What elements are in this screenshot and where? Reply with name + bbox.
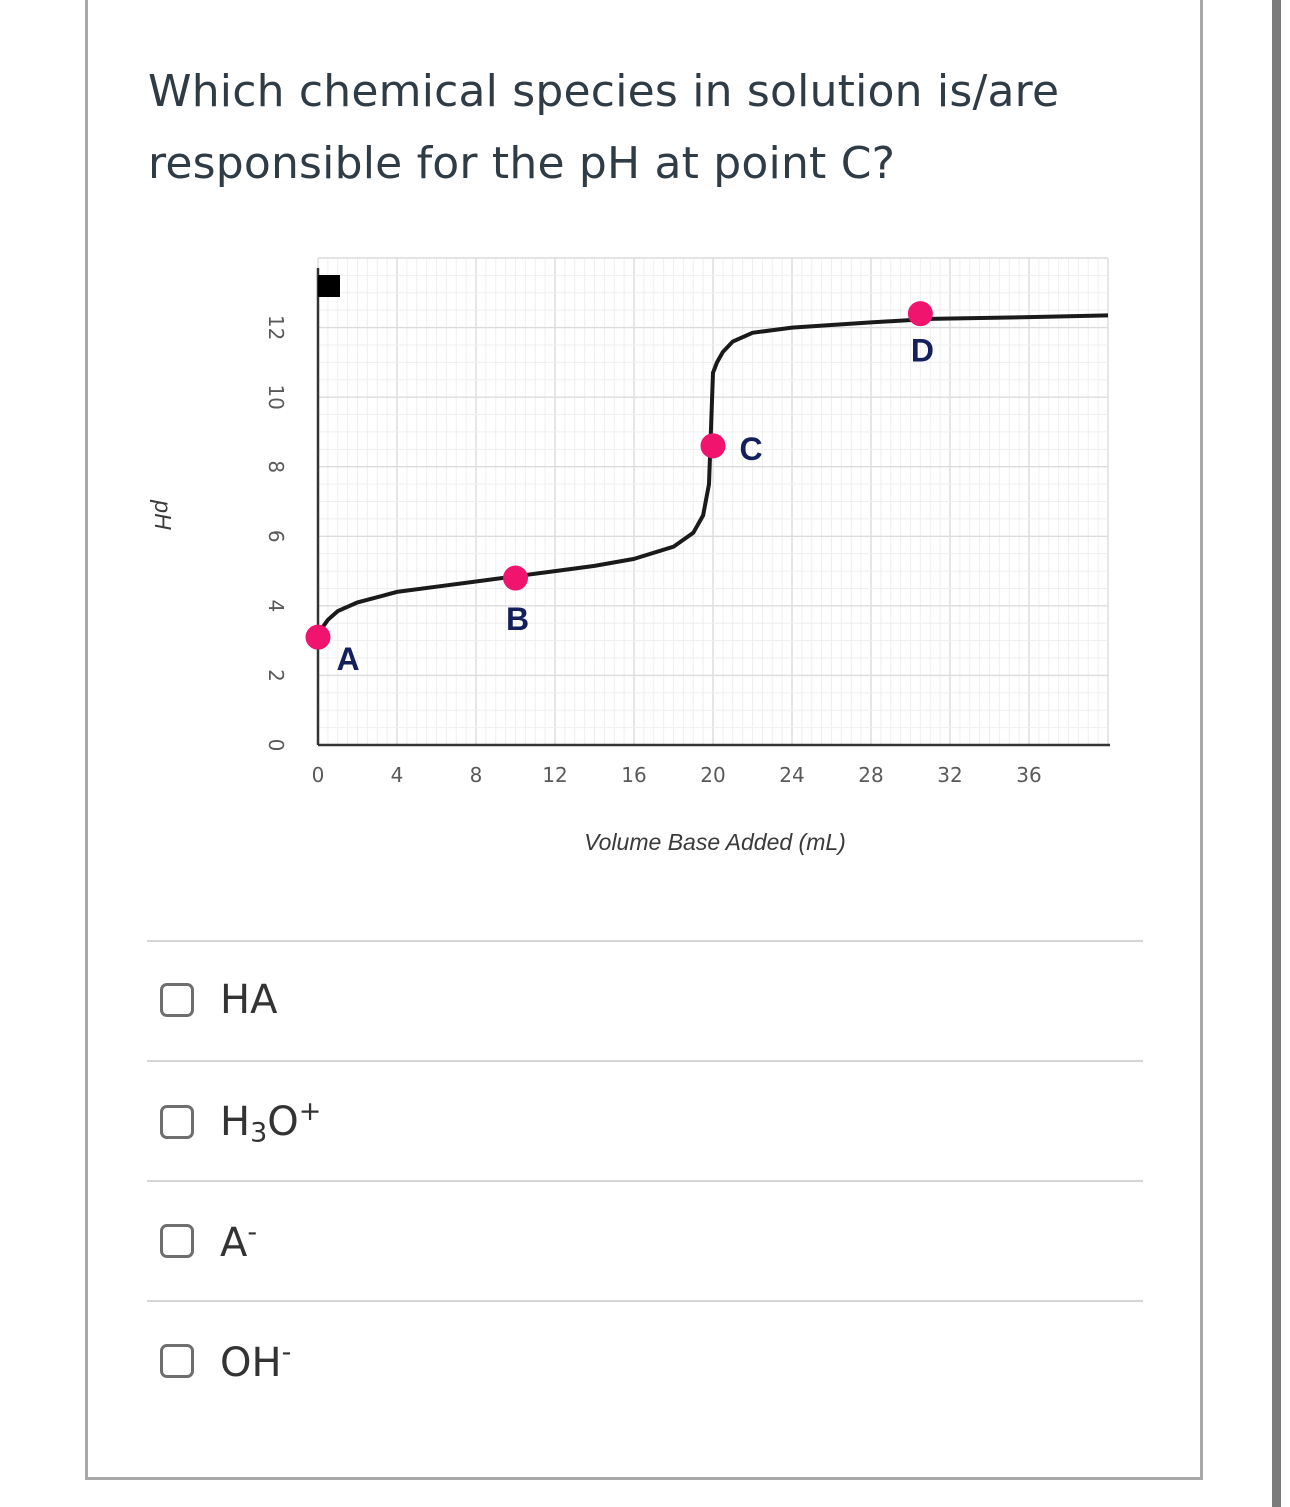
legend-marker [318,275,340,297]
divider [147,1180,1143,1182]
option-label: OH- [220,1337,292,1386]
point-b-label: B [505,601,530,638]
option-a-minus[interactable] [160,1196,1140,1286]
x-tick-label: 28 [858,763,884,787]
divider [147,1060,1143,1062]
option-ha[interactable] [160,955,1140,1045]
x-tick-label: 0 [311,763,325,787]
chart-grid [318,258,1108,745]
point-b-marker [503,566,528,591]
y-tick-label: 2 [264,669,288,682]
option-label: $H_3O^+$ [220,1095,322,1149]
x-tick-label: 20 [700,763,726,787]
x-tick-label: 32 [937,763,963,787]
checkbox[interactable] [160,1224,194,1258]
option-label: A- [220,1217,258,1266]
point-c-label: C [739,430,763,467]
question-line-2: responsible for the pH at point C? [148,138,896,189]
point-d-label: D [910,332,934,369]
point-a-marker [306,625,331,650]
y-tick-label: 4 [264,599,288,613]
option-h3o-plus[interactable] [160,1077,1140,1167]
x-tick-label: 4 [390,763,404,787]
titration-chart [130,250,1130,870]
x-tick-label: 8 [469,763,483,787]
point-d-marker [908,301,933,326]
x-tick-label: 16 [621,763,647,787]
option-oh-minus[interactable] [160,1316,1140,1406]
option-label: HA [220,977,278,1023]
question-line-1: Which chemical species in solution is/are [148,66,1060,117]
divider [147,1300,1143,1302]
point-c-marker [701,433,726,458]
x-tick-label: 12 [542,763,568,787]
x-tick-label: 24 [779,763,805,787]
x-axis-title: Volume Base Added (mL) [584,829,846,855]
divider [147,940,1143,942]
y-axis-title: pH [150,500,176,530]
y-tick-label: 6 [264,529,288,543]
y-tick-label: 10 [264,384,288,410]
point-a-label: A [336,641,360,678]
y-tick-label: 8 [264,460,288,474]
chart-ticks [264,315,1042,787]
checkbox[interactable] [160,1344,194,1378]
checkbox[interactable] [160,1105,194,1139]
scrollbar[interactable] [1272,0,1281,1507]
y-tick-label: 12 [264,314,288,341]
chart-points [306,301,934,677]
question-text [148,56,1108,200]
y-tick-label: 0 [264,738,288,752]
x-tick-label: 36 [1016,763,1042,787]
checkbox[interactable] [160,983,194,1017]
